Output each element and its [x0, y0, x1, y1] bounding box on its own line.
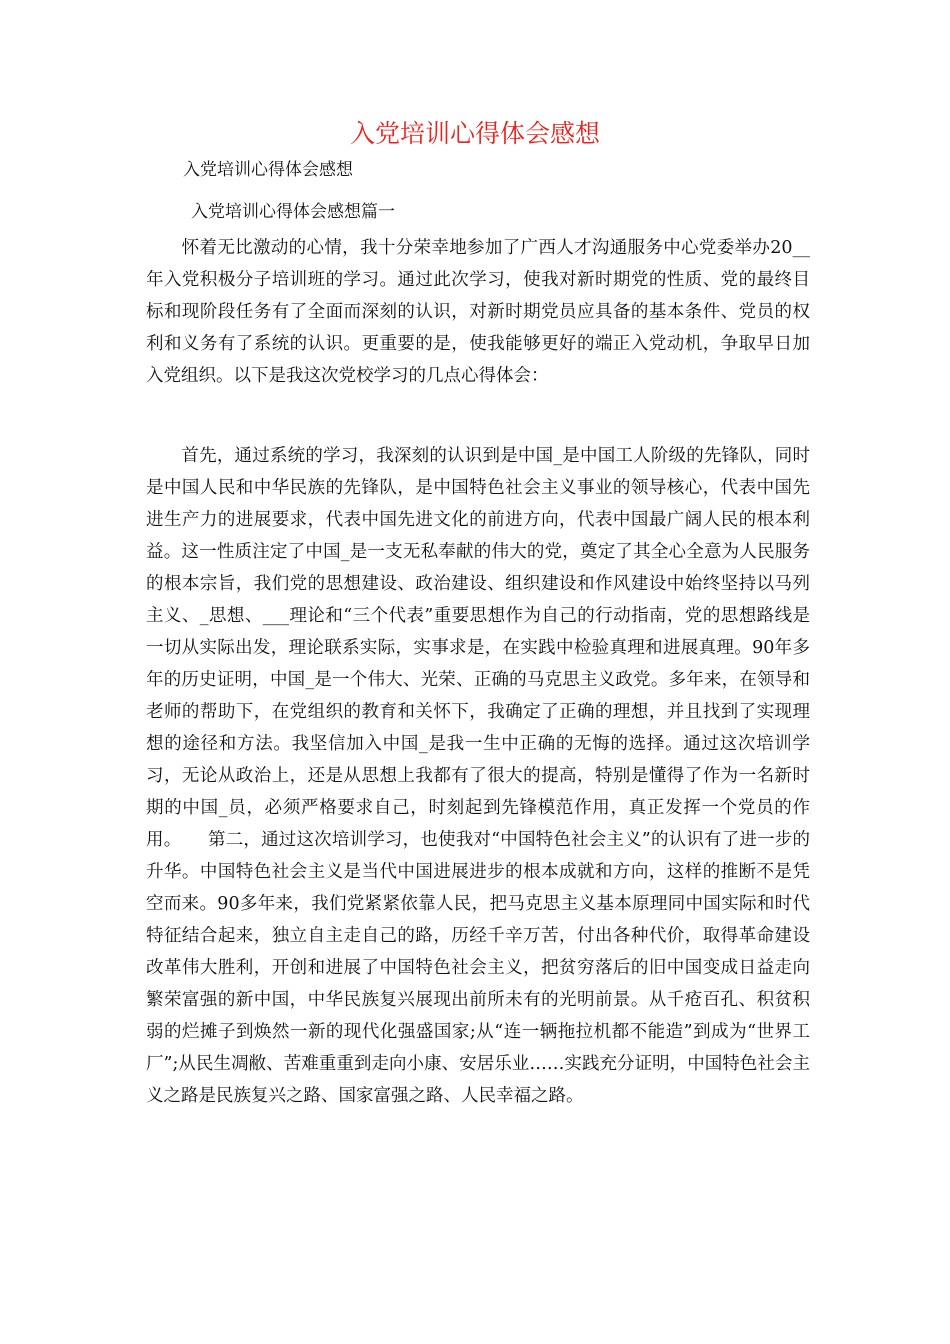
document-title: 入党培训心得体会感想 — [349, 119, 600, 148]
document-subtitle: 入党培训心得体会感想 — [183, 160, 353, 180]
body-paragraph-1: 怀着无比激动的心情，我十分荣幸地参加了广西人才沟通服务中心党委举办20__年入党积极分子培训班的学习。通过此次学习，使我对新时期党的性质、党的最终目标和现阶段任务有了全面而深刻的认识，对新时期党员应具备的基本条件、党员的权利和义务有了系统的认识。更重要的是，使我能够更好的端正入党动机，争取早日加入党组织。以下是我这次党校学习的几点心得体会： — [146, 238, 810, 386]
body-paragraph-2: 首先，通过系统的学习，我深刻的认识到是中国_是中国工人阶级的先锋队，同时是中国人民和中华民族的先锋队，是中国特色社会主义事业的领导核心，代表中国先进生产力的进展要求，代表中国先进文化的前进方向，代表中国最广阔人民的根本利益。这一性质注定了中国_是一支无私奉献的伟大的党，奠定了其全心全意为人民服务的根本宗旨，我们党的思想建设、政治建设、组织建设和作风建设中始终坚持以马列主义、_思想、___理论和“三个代表”重要思想作为自己的行动指南，党的思想路线是一切从实际出发，理论联系实际，实事求是，在实践中检验真理和进展真理。90年多年的历史证明，中国_是一个伟大、光荣、正确的马克思主义政党。多年来，在领导和老师的帮助下，在党组织的教育和关怀下，我确定了正确的理想，并且找到了实现理想的途径和方法。我坚信加入中国_是我一生中正确的无悔的选择。通过这次培训学习，无论从政治上，还是从思想上我都有了很大的提高，特别是懂得了作为一名新时期的中国_员，必须严格要求自己，时刻起到先锋模范作用，真正发挥一个党员的作用。 第二，通过这次培训学习，也使我对“中国特色社会主义”的认识有了进一步的升华。中国特色社会主义是当代中国进展进步的根本成就和方向，这样的推断不是凭空而来。90多年来，我们党紧紧依靠人民，把马克思主义基本原理同中国实际和时代特征结合起来，独立自主走自己的路，历经千辛万苦，付出各种代价，取得革命建设改革伟大胜利，开创和进展了中国特色社会主义，把贫穷落后的旧中国变成日益走向繁荣富强的新中国，中华民族复兴展现出前所未有的光明前景。从千疮百孔、积贫积弱的烂摊子到焕然一新的现代化强盛国家;从“连一辆拖拉机都不能造”到成为“世界工厂”;从民生凋敝、苦难重重到走向小康、安居乐业……实践充分证明，中国特色社会主义之路是民族复兴之路、国家富强之路、人民幸福之路。 — [146, 446, 810, 1106]
section-heading: 入党培训心得体会感想篇一 — [191, 202, 395, 222]
